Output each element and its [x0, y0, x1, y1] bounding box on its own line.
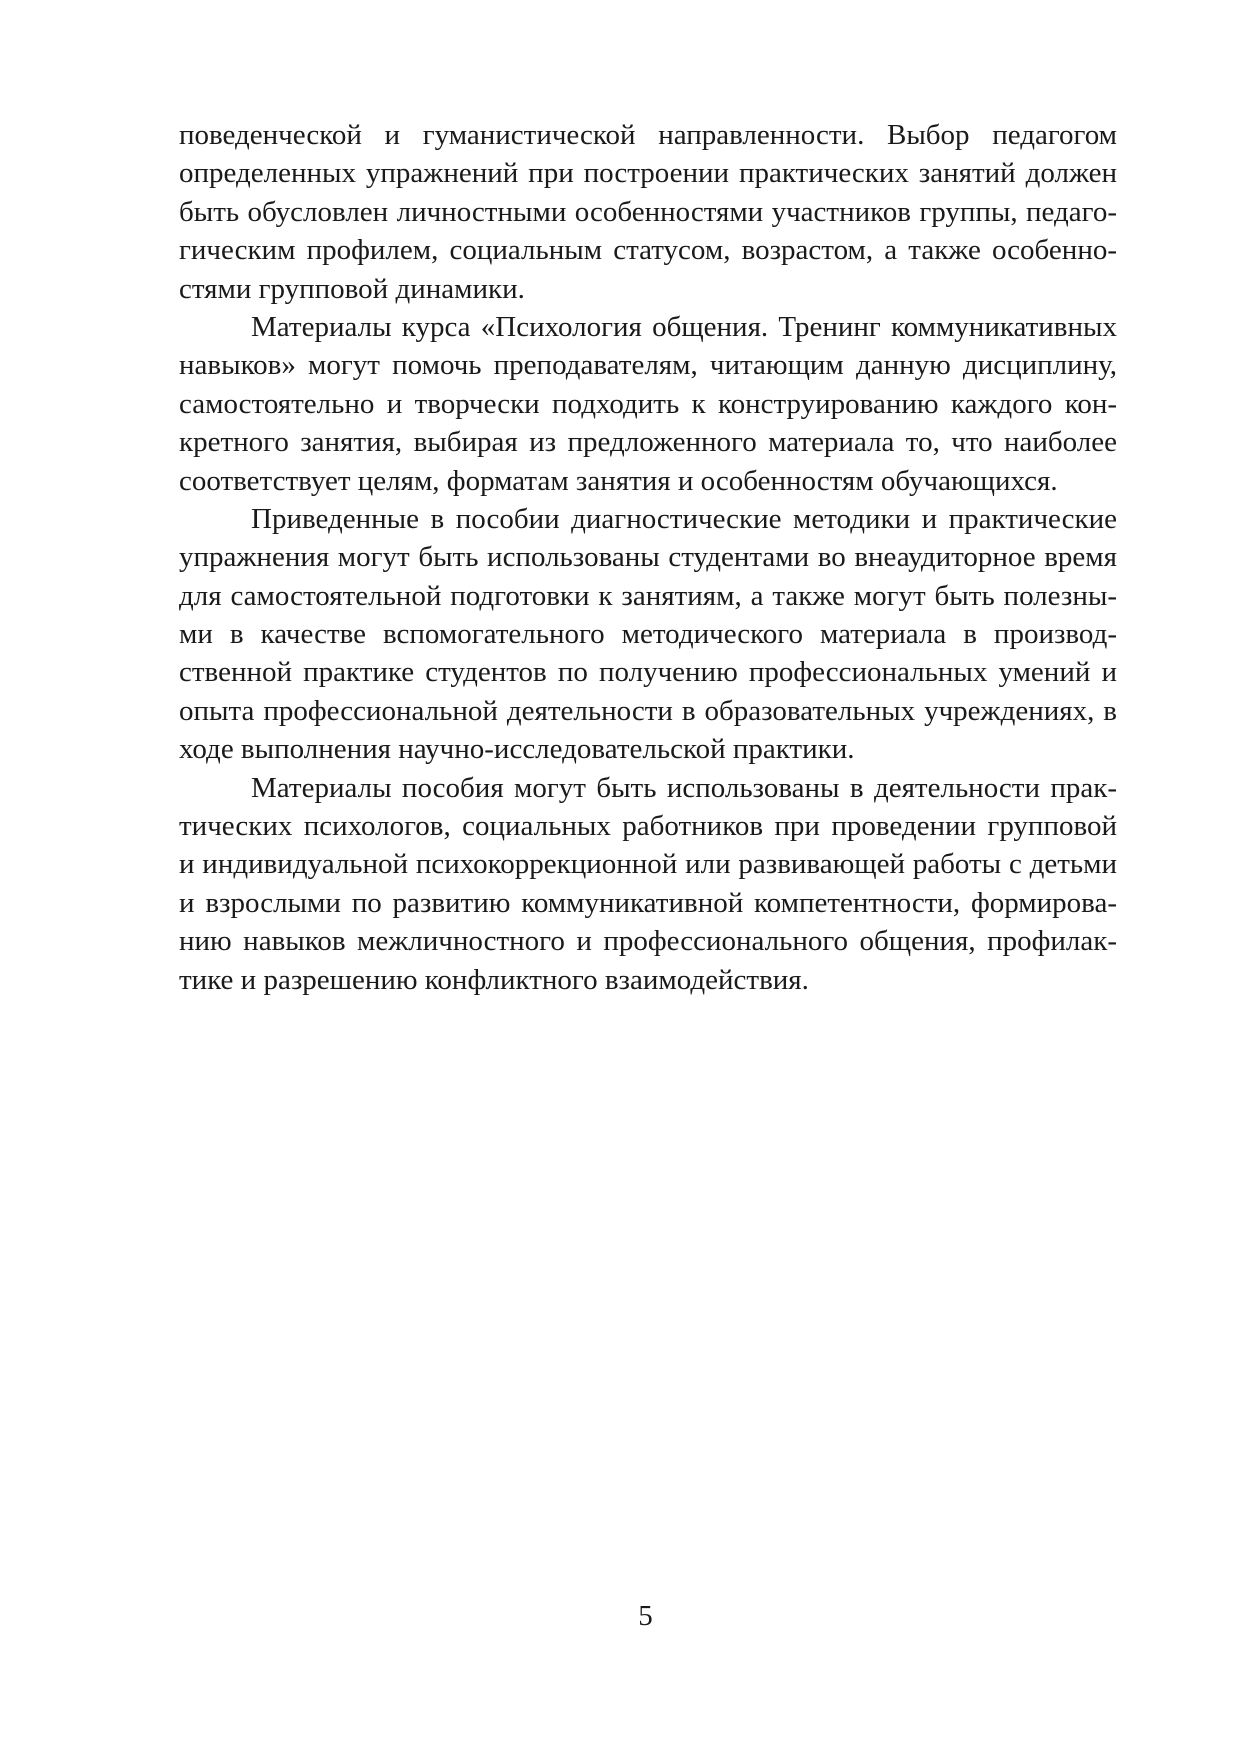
text-line: соответствует целям, форматам занятия и особенностям обучающихся.: [179, 464, 1058, 497]
text-line: стями групповой динамики.: [179, 272, 525, 305]
text-line: нию навыков межличностного и профессионального общения, профилак-: [179, 925, 1117, 958]
paragraph-2: [179, 308, 1117, 500]
text-line: упражнения могут быть использованы студентами во внеаудиторное время: [179, 541, 1117, 574]
text-line: Материалы пособия могут быть использованы в деятельности прак-: [251, 771, 1117, 804]
text-line: гическим профилем, социальным статусом, возрастом, а также особенно-: [179, 234, 1117, 267]
text-line: навыков» могут помочь преподавателям, читающим данную дисциплину,: [179, 349, 1117, 382]
text-line: для самостоятельной подготовки к занятиям, а также могут быть полезны-: [179, 579, 1117, 612]
text-line: тических психологов, социальных работников при проведении групповой: [179, 810, 1117, 843]
text-line: Материалы курса «Психология общения. Тренинг коммуникативных: [251, 310, 1117, 343]
text-line: Приведенные в пособии диагностические методики и практические: [251, 502, 1117, 535]
page-number: 5: [638, 1600, 653, 1632]
text-line: тике и разрешению конфликтного взаимодействия.: [179, 963, 809, 996]
paragraph-3: [179, 500, 1117, 769]
text-line: и взрослыми по развитию коммуникативной компетентности, формирова-: [179, 886, 1117, 919]
text-line: определенных упражнений при построении практических занятий должен: [179, 157, 1117, 190]
text-line: ходе выполнения научно-исследовательской практики.: [179, 733, 855, 766]
text-line: опыта профессиональной деятельности в образовательных учреждениях, в: [179, 694, 1117, 727]
text-line: и индивидуальной психокоррекционной или развивающей работы с детьми: [179, 848, 1117, 881]
text-line: ственной практике студентов по получению профессиональных умений и: [179, 656, 1117, 689]
text-line: поведенческой и гуманистической направленности. Выбор педагогом: [179, 119, 1117, 151]
body-text: [179, 116, 1117, 999]
text-line: кретного занятия, выбирая из предложенного материала то, что наиболее: [179, 426, 1117, 459]
paragraph-4: [179, 769, 1117, 999]
text-line: самостоятельно и творчески подходить к конструированию каждого кон-: [179, 387, 1117, 420]
text-line: быть обусловлен личностными особенностями участников группы, педаго-: [179, 195, 1117, 228]
text-line: ми в качестве вспомогательного методического материала в производ-: [179, 618, 1117, 651]
paragraph-1: [179, 116, 1117, 308]
